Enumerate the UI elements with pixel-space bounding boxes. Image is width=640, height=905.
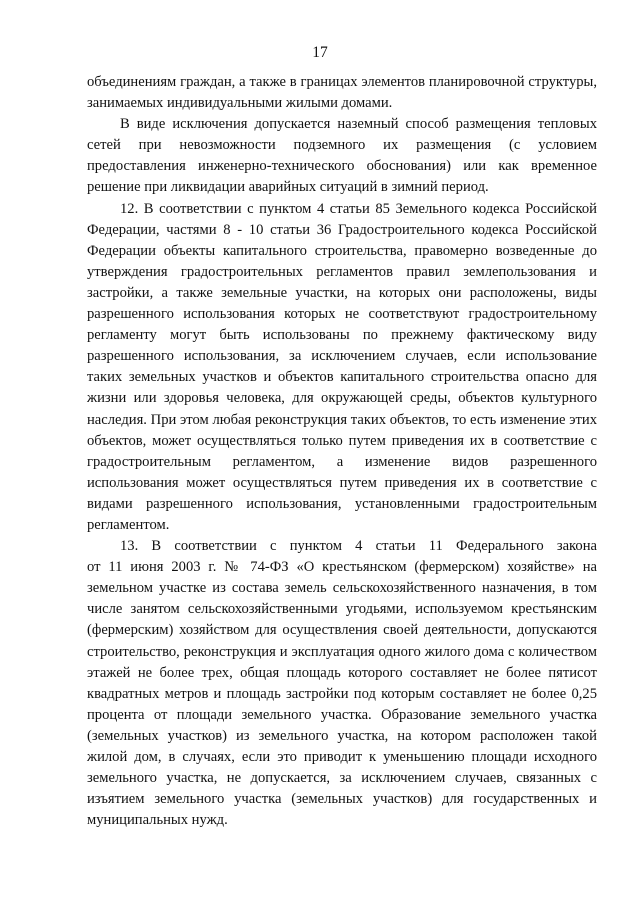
text-line: разрешенного использования, за исключением случаев, если использование — [87, 348, 597, 365]
text-line: видами разрешенного использования, установленными градостроительным — [87, 495, 597, 512]
text-line: таких земельных участков и объектов капитального строительства опасно для — [87, 369, 597, 386]
paragraph-item-12 — [87, 199, 597, 537]
text-line: объектов, может осуществляться только путем приведения их в соответствие с — [87, 432, 597, 449]
text-line: квадратных метров и площадь застройки под которым составляет не более 0,25 — [87, 685, 597, 702]
text-line: изъятием земельного участка (земельных участков) для государственных и — [87, 791, 597, 808]
page-number: 17 — [312, 44, 328, 61]
text-line: (земельных участков) из земельного участка, на котором расположен такой — [87, 727, 597, 744]
text-line: 12. В соответствии с пунктом 4 статьи 85 Земельного кодекса Российской — [120, 200, 597, 217]
paragraph-continuation — [87, 72, 597, 114]
text-line: числе занятом сельскохозяйственными угодьями, используемом крестьянским — [87, 601, 597, 618]
text-line: земельном участке из состава земель сельскохозяйственного назначения, в том — [87, 580, 597, 597]
text-line: использования может осуществляться путем приведения их в соответствие с — [87, 474, 597, 491]
text-line: регламенту могут быть использованы по прежнему фактическому виду — [87, 327, 597, 344]
text-line: сетей при невозможности подземного их размещения (с условием — [87, 137, 597, 154]
text-line: решение при ликвидации аварийных ситуаций в зимний период. — [87, 179, 489, 196]
text-line: 13. В соответствии с пунктом 4 статьи 11 Федерального закона — [120, 538, 597, 555]
document-body — [87, 72, 597, 831]
text-line: объединениям граждан, а также в границах элементов планировочной структуры, — [87, 74, 597, 90]
text-line: занимаемых индивидуальными жилыми домами. — [87, 95, 393, 112]
text-line: жизни или здоровья человека, для окружающей среды, объектов культурного — [87, 390, 597, 407]
text-line: строительство, реконструкция и эксплуатация одного жилого дома с количеством — [87, 643, 597, 660]
paragraph-exception — [87, 114, 597, 198]
text-line: муниципальных нужд. — [87, 812, 228, 829]
text-line: Федерации, частями 8 - 10 статьи 36 Градостроительного кодекса Российской — [87, 221, 597, 238]
text-line: земельного участка, не допускается, за исключением случаев, связанных с — [87, 770, 597, 787]
text-line: застройки, а также земельные участки, на которых они расположены, виды — [87, 284, 597, 301]
text-line: В виде исключения допускается наземный способ размещения тепловых — [120, 116, 597, 133]
text-line: регламентом. — [87, 516, 170, 533]
text-line: этажей не более трех, общая площадь которого составляет не более пятисот — [87, 664, 597, 681]
text-line: процента от площади земельного участка. Образование земельного участка — [87, 706, 597, 723]
text-line: утверждения градостроительных регламентов правил землепользования и — [87, 263, 597, 280]
text-line: Федерации объекты капитального строительства, правомерно возведенные до — [87, 242, 597, 259]
text-line: градостроительным регламентом, а изменение видов разрешенного — [87, 453, 597, 470]
text-line: жилой дом, в случаях, если это приводит к уменьшению площади исходного — [87, 749, 597, 765]
text-line: разрешенного использования которых не соответствуют градостроительному — [87, 306, 597, 323]
text-line: от 11 июня 2003 г. № 74-ФЗ «О крестьянском (фермерском) хозяйстве» на — [87, 559, 597, 576]
paragraph-item-13 — [87, 536, 597, 831]
text-line: предоставления инженерно-технического обоснования) или как временное — [87, 158, 597, 175]
text-line: наследия. При этом любая реконструкция таких объектов, то есть изменение этих — [87, 411, 597, 428]
text-line: (фермерским) хозяйством для осуществления своей деятельности, допускаются — [87, 622, 597, 639]
